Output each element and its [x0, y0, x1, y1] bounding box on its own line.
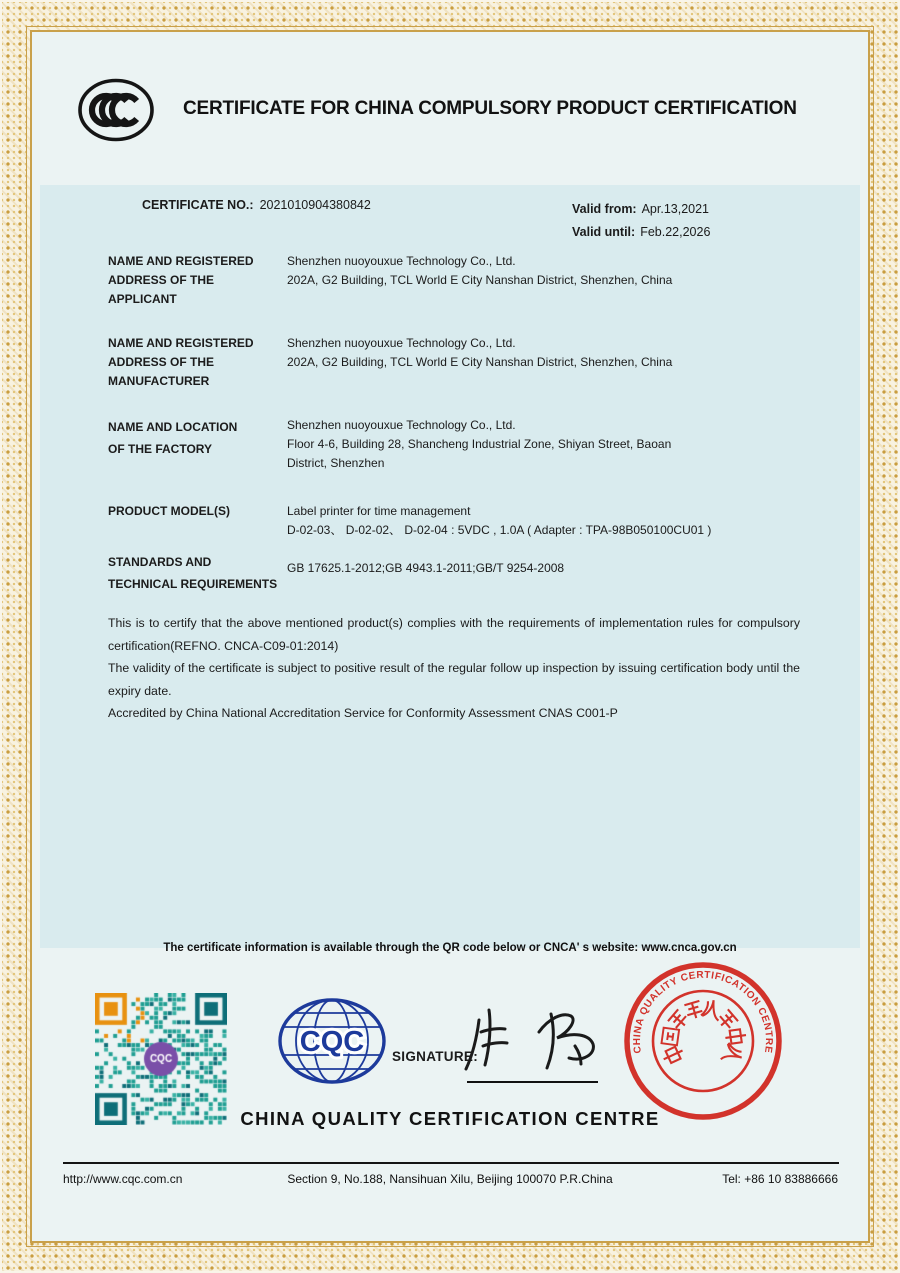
qr-code: [95, 993, 227, 1125]
section-label-line: ADDRESS OF THE: [108, 355, 215, 369]
section-label-line: ADDRESS OF THE APPLICANT: [108, 273, 215, 306]
section-label-line: MANUFACTURER: [108, 374, 210, 388]
ccc-mark-icon: [70, 74, 162, 146]
field-value-line: Shenzhen nuoyouxue Technology Co., Ltd.: [287, 336, 516, 350]
field-value-line: 202A, G2 Building, TCL World E City Nanshan District, Shenzhen, China: [287, 273, 673, 287]
cqc-logo: [276, 996, 388, 1086]
field-value-line: Floor 4-6, Building 28, Shancheng Industrial Zone, Shiyan Street, Baoan: [287, 437, 672, 451]
section-value: [287, 252, 807, 290]
valid-from-row: [572, 198, 710, 221]
valid-from-label: Valid from:: [572, 202, 637, 216]
section-label: [108, 502, 284, 521]
statement-paragraph: This is to certify that the above mentioned product(s) complies with the requirements of implementation rules for compulsory certification(REFNO. CNCA-C09-01:2014): [108, 616, 800, 653]
footer-divider: [63, 1162, 839, 1164]
section-label-line: STANDARDS AND: [108, 555, 212, 569]
section-value: [287, 502, 807, 540]
section-label: [108, 334, 284, 391]
footer-address: Section 9, No.188, Nansihuan Xilu, Beijing 100070 P.R.China: [287, 1172, 613, 1186]
cqc-logo-text: CQC: [299, 1026, 365, 1058]
statement-paragraph: Accredited by China National Accreditation Service for Conformity Assessment CNAS C001-P: [108, 706, 618, 721]
certificate-title: CERTIFICATE FOR CHINA COMPULSORY PRODUCT CERTIFICATION: [183, 98, 797, 119]
footer-telephone: Tel: +86 10 83886666: [722, 1172, 838, 1186]
qr-info-note: The certificate information is available through the QR code below or CNCA' s website: www.cnca.gov.cn: [163, 942, 737, 954]
section-value: [287, 551, 807, 578]
valid-from-value: Apr.13,2021: [641, 202, 710, 216]
field-value-line: Label printer for time management: [287, 504, 471, 518]
organization-name: CHINA QUALITY CERTIFICATION CENTRE: [240, 1108, 660, 1129]
statement-paragraph: The validity of the certificate is subject to positive result of the regular follow up inspection by issuing certification body until the expiry date.: [108, 661, 800, 698]
valid-until-row: [572, 221, 710, 244]
section-label: [108, 416, 284, 460]
certification-statements: [108, 612, 800, 725]
validity-block: [572, 198, 710, 244]
field-value-line: District, Shenzhen: [287, 456, 385, 470]
field-value-line: Shenzhen nuoyouxue Technology Co., Ltd.: [287, 418, 516, 432]
section-value: [287, 334, 807, 372]
field-value-line: 202A, G2 Building, TCL World E City Nanshan District, Shenzhen, China: [287, 355, 673, 369]
stamp-ring-text: CHINA QUALITY CERTIFICATION CENTRE: [631, 969, 775, 1055]
certificate-number-label: CERTIFICATE NO.:: [142, 198, 254, 212]
red-official-stamp: [618, 956, 788, 1126]
section-label: [108, 551, 284, 595]
signature-label: SIGNATURE:: [392, 1049, 478, 1064]
signature-line: [467, 1081, 598, 1083]
section-label: [108, 252, 284, 309]
section-label-line: TECHNICAL REQUIREMENTS: [108, 577, 278, 591]
certificate-number-value: 2021010904380842: [259, 198, 371, 212]
field-value-line: D-02-03、 D-02-02、 D-02-04 : 5VDC , 1.0A ( Adapter : TPA-98B050100CU01 ): [287, 523, 712, 537]
section-label-line: PRODUCT MODEL(S): [108, 504, 230, 518]
section-value: [287, 416, 807, 473]
handwritten-signature: [455, 1002, 610, 1082]
stamp-chinese-text: [661, 998, 747, 1067]
field-value-line: Shenzhen nuoyouxue Technology Co., Ltd.: [287, 254, 516, 268]
field-value-line: GB 17625.1-2012;GB 4943.1-2011;GB/T 9254-2008: [287, 561, 565, 575]
certificate-number-row: [142, 198, 371, 212]
section-label-line: OF THE FACTORY: [108, 442, 213, 456]
section-label-line: NAME AND REGISTERED: [108, 254, 254, 268]
valid-until-value: Feb.22,2026: [640, 225, 711, 239]
section-label-line: NAME AND LOCATION: [108, 420, 238, 434]
section-label-line: NAME AND REGISTERED: [108, 336, 254, 350]
valid-until-label: Valid until:: [572, 225, 636, 239]
footer-website: http://www.cqc.com.cn: [63, 1172, 183, 1186]
